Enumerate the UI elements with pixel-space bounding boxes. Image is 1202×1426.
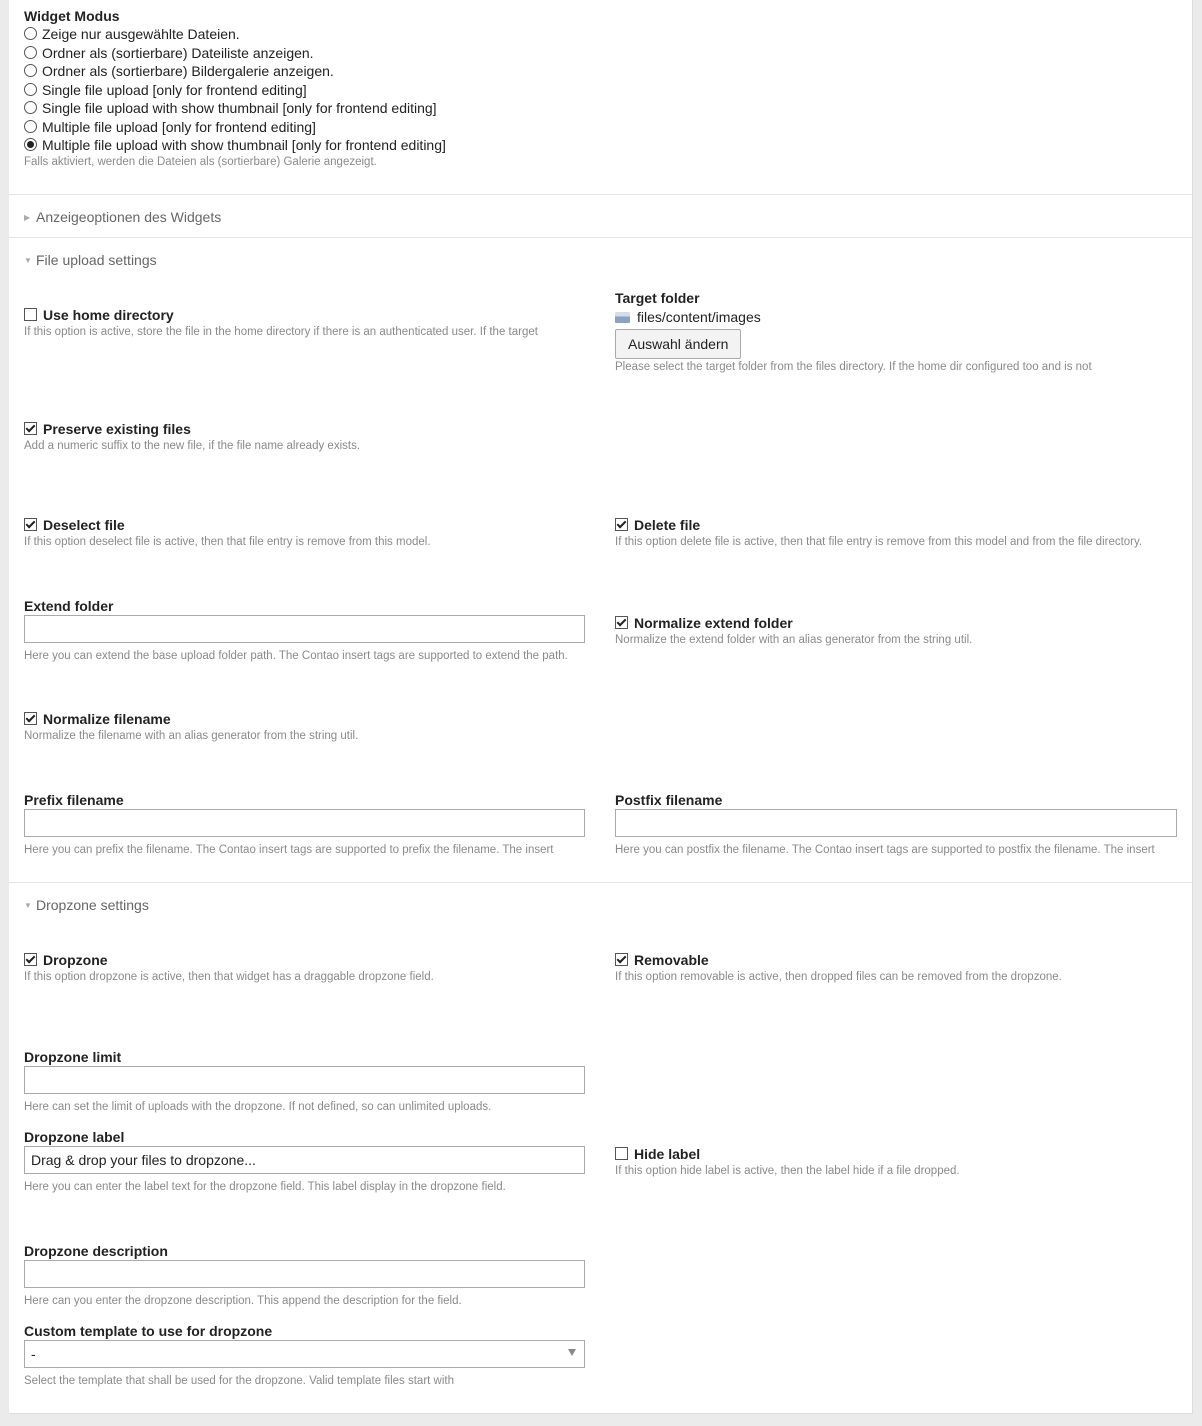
target-folder-help: Please select the target folder from the files directory. If the home dir configured too and is not xyxy=(615,361,1092,373)
select-value: - xyxy=(31,1346,36,1362)
widget-mode-title: Widget Modus xyxy=(24,8,120,24)
target-folder-label: Target folder xyxy=(615,290,700,306)
use-home-dir-field[interactable] xyxy=(24,307,174,323)
checkbox-checked[interactable] xyxy=(615,953,628,966)
checkbox-checked[interactable] xyxy=(24,712,37,725)
custom-template-select[interactable] xyxy=(24,1340,585,1368)
checkbox-label: Removable xyxy=(634,952,709,968)
hide-label-field[interactable] xyxy=(615,1146,700,1162)
divider xyxy=(9,882,1192,883)
change-selection-button[interactable]: Auswahl ändern xyxy=(615,329,741,359)
radio-label: Zeige nur ausgewählte Dateien. xyxy=(42,26,240,42)
prefix-filename-help: Here you can prefix the filename. The Contao insert tags are supported to prefix the filename. The insert xyxy=(24,844,554,856)
widget-mode-option-7[interactable] xyxy=(24,136,446,154)
dropzone-limit-input[interactable] xyxy=(24,1066,585,1094)
radio-button-selected[interactable] xyxy=(24,138,37,151)
radio-button[interactable] xyxy=(24,120,37,133)
triangle-right-icon: ▶ xyxy=(24,213,31,222)
widget-mode-option-1[interactable] xyxy=(24,25,240,43)
use-home-dir-help: If this option is active, store the file in the home directory if there is an authenticated user. If the target xyxy=(24,326,538,338)
dropzone-description-help: Here can you enter the dropzone description. This append the description for the field. xyxy=(24,1295,462,1307)
delete-file-field[interactable] xyxy=(615,517,700,533)
legend-label: Dropzone settings xyxy=(36,897,149,913)
triangle-down-icon: ▼ xyxy=(24,901,32,910)
extend-folder-label: Extend folder xyxy=(24,598,114,614)
normalize-filename-help: Normalize the filename with an alias generator from the string util. xyxy=(24,730,359,742)
checkbox-label: Hide label xyxy=(634,1146,701,1162)
widget-mode-help: Falls aktiviert, werden die Dateien als (sortierbare) Galerie angezeigt. xyxy=(24,156,377,168)
dropzone-label-label: Dropzone label xyxy=(24,1129,125,1145)
checkbox-checked[interactable] xyxy=(615,518,628,531)
checkbox-checked[interactable] xyxy=(615,616,628,629)
widget-mode-option-3[interactable] xyxy=(24,62,334,80)
widget-mode-option-5[interactable] xyxy=(24,99,437,117)
checkbox[interactable] xyxy=(24,308,37,321)
deselect-file-field[interactable] xyxy=(24,517,125,533)
normalize-extend-folder-help: Normalize the extend folder with an alias generator from the string util. xyxy=(615,634,973,646)
divider xyxy=(9,194,1192,195)
radio-button[interactable] xyxy=(24,83,37,96)
postfix-filename-label: Postfix filename xyxy=(615,792,723,808)
divider xyxy=(9,237,1192,238)
checkbox-label: Normalize filename xyxy=(43,711,171,727)
dropzone-field[interactable] xyxy=(24,952,108,968)
folder-path-text: files/content/images xyxy=(637,309,761,325)
postfix-filename-help: Here you can postfix the filename. The Contao insert tags are supported to postfix the filename. The insert xyxy=(615,844,1155,856)
extend-folder-input[interactable] xyxy=(24,615,585,643)
radio-button[interactable] xyxy=(24,101,37,114)
radio-button[interactable] xyxy=(24,27,37,40)
checkbox-label: Delete file xyxy=(634,517,701,533)
checkbox[interactable] xyxy=(615,1147,628,1160)
legend-display-options[interactable] xyxy=(24,209,221,226)
dropzone-description-label: Dropzone description xyxy=(24,1243,168,1259)
checkbox-label: Use home directory xyxy=(43,307,174,323)
radio-label: Single file upload with show thumbnail [only for frontend editing] xyxy=(42,100,437,116)
checkbox-label: Normalize extend folder xyxy=(634,615,793,631)
checkbox-label: Preserve existing files xyxy=(43,421,191,437)
radio-label: Single file upload [only for frontend editing] xyxy=(42,82,307,98)
delete-file-help: If this option delete file is active, then that file entry is remove from this model and from the file directory. xyxy=(615,536,1143,548)
removable-help: If this option removable is active, then dropped files can be removed from the dropzone. xyxy=(615,971,1062,983)
checkbox-label: Deselect file xyxy=(43,517,125,533)
widget-mode-option-2[interactable] xyxy=(24,44,314,62)
custom-template-label: Custom template to use for dropzone xyxy=(24,1323,273,1339)
legend-label: File upload settings xyxy=(36,252,157,268)
normalize-filename-field[interactable] xyxy=(24,711,171,727)
legend-file-upload[interactable] xyxy=(24,252,157,269)
radio-label: Ordner als (sortierbare) Dateiliste anzeigen. xyxy=(42,45,314,61)
radio-label: Multiple file upload [only for frontend editing] xyxy=(42,119,316,135)
radio-button[interactable] xyxy=(24,46,37,59)
widget-mode-option-4[interactable] xyxy=(24,81,307,99)
deselect-file-help: If this option deselect file is active, then that file entry is remove from this model. xyxy=(24,536,431,548)
radio-label: Multiple file upload with show thumbnail [only for frontend editing] xyxy=(42,137,446,153)
normalize-extend-folder-field[interactable] xyxy=(615,615,793,631)
dropzone-help: If this option dropzone is active, then that widget has a draggable dropzone field. xyxy=(24,971,434,983)
folder-icon xyxy=(615,312,630,323)
dropzone-description-input[interactable] xyxy=(24,1260,585,1288)
extend-folder-help: Here you can extend the base upload folder path. The Contao insert tags are supported to extend the path. xyxy=(24,650,568,662)
widget-mode-option-6[interactable] xyxy=(24,118,316,136)
settings-panel xyxy=(9,0,1193,1414)
target-folder-path xyxy=(615,309,761,325)
chevron-down-icon xyxy=(568,1349,576,1356)
preserve-files-help: Add a numeric suffix to the new file, if the file name already exists. xyxy=(24,440,361,452)
prefix-filename-input[interactable] xyxy=(24,809,585,837)
preserve-files-field[interactable] xyxy=(24,421,191,437)
radio-button[interactable] xyxy=(24,64,37,77)
dropzone-label-input[interactable] xyxy=(24,1146,585,1174)
checkbox-checked[interactable] xyxy=(24,953,37,966)
legend-dropzone[interactable] xyxy=(24,897,149,914)
checkbox-label: Dropzone xyxy=(43,952,108,968)
dropzone-limit-help: Here can set the limit of uploads with the dropzone. If not defined, so can unlimited uploads. xyxy=(24,1101,492,1113)
custom-template-help: Select the template that shall be used for the dropzone. Valid template files start with xyxy=(24,1375,454,1387)
checkbox-checked[interactable] xyxy=(24,422,37,435)
prefix-filename-label: Prefix filename xyxy=(24,792,124,808)
radio-label: Ordner als (sortierbare) Bildergalerie anzeigen. xyxy=(42,63,334,79)
dropzone-limit-label: Dropzone limit xyxy=(24,1049,122,1065)
postfix-filename-input[interactable] xyxy=(615,809,1177,837)
triangle-down-icon: ▼ xyxy=(24,256,32,265)
hide-label-help: If this option hide label is active, then the label hide if a file dropped. xyxy=(615,1165,960,1177)
legend-label: Anzeigeoptionen des Widgets xyxy=(36,209,222,225)
checkbox-checked[interactable] xyxy=(24,518,37,531)
dropzone-label-help: Here you can enter the label text for the dropzone field. This label display in the dropzone field. xyxy=(24,1181,506,1193)
removable-field[interactable] xyxy=(615,952,709,968)
